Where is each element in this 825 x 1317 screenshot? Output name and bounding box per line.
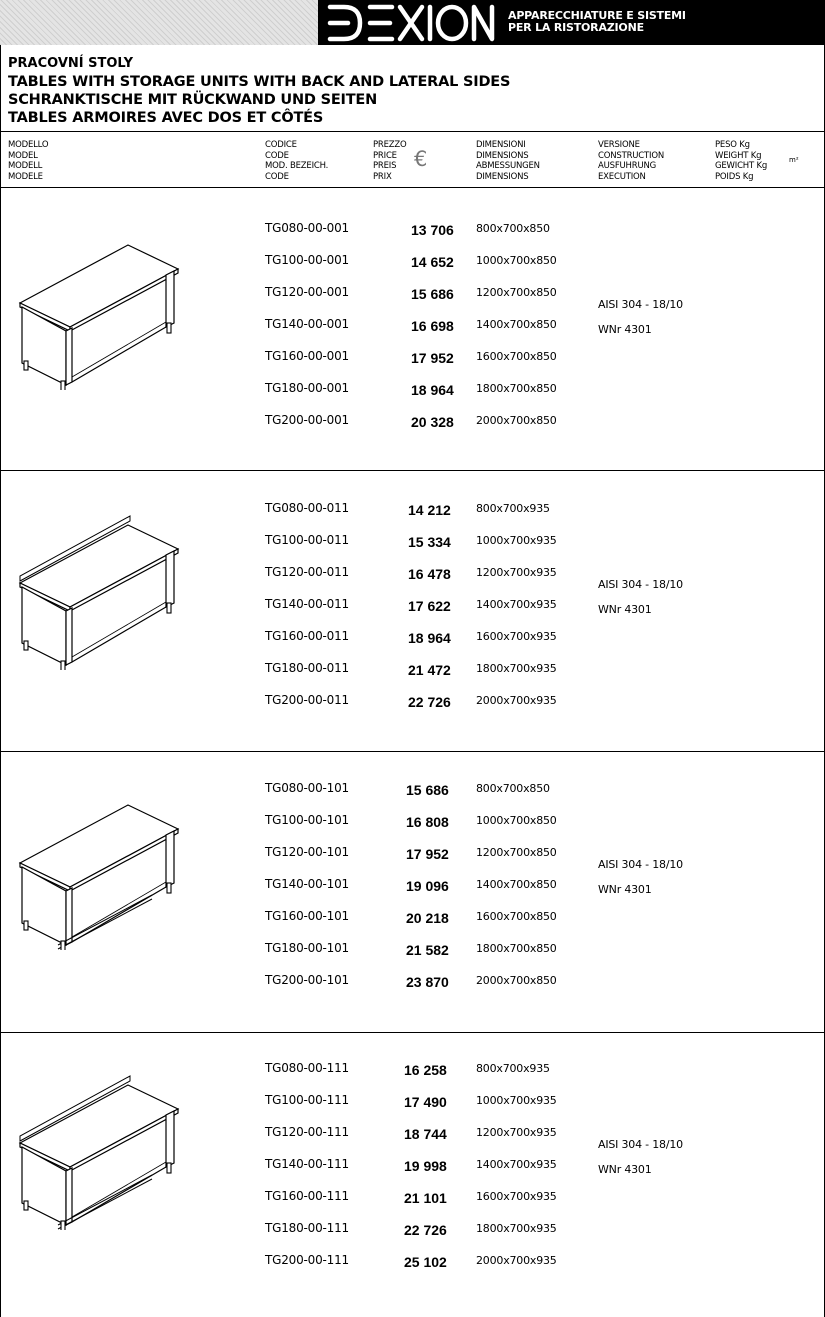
product-dimensions: 1200x700x935 bbox=[476, 566, 557, 579]
product-code: TG100-00-101 bbox=[265, 813, 349, 827]
product-dimensions: 1200x700x850 bbox=[476, 286, 557, 299]
product-dimensions: 2000x700x850 bbox=[476, 414, 557, 427]
product-code: TG200-00-001 bbox=[265, 413, 349, 427]
product-dimensions: 1200x700x935 bbox=[476, 1126, 557, 1139]
product-code: TG160-00-011 bbox=[265, 629, 349, 643]
product-price: 20 328 bbox=[411, 414, 454, 430]
product-dimensions: 1400x700x850 bbox=[476, 878, 557, 891]
product-price: 17 952 bbox=[411, 350, 454, 366]
material-grade: AISI 304 - 18/10 bbox=[598, 858, 683, 871]
product-price: 17 490 bbox=[404, 1094, 447, 1110]
title-french: TABLES ARMOIRES AVEC DOS ET CÔTÉS bbox=[8, 110, 324, 126]
product-dimensions: 1800x700x935 bbox=[476, 662, 557, 675]
product-code: TG100-00-011 bbox=[265, 533, 349, 547]
product-price: 16 478 bbox=[408, 566, 451, 582]
table-row bbox=[0, 779, 825, 799]
product-code: TG140-00-001 bbox=[265, 317, 349, 331]
table-row bbox=[0, 1251, 825, 1271]
divider-title bbox=[0, 131, 825, 132]
table-row bbox=[0, 1091, 825, 1111]
product-code: TG180-00-111 bbox=[265, 1221, 349, 1235]
column-header-dimensions: DIMENSIONI DIMENSIONS ABMESSUNGEN DIMENSIONS bbox=[476, 140, 540, 182]
table-row bbox=[0, 283, 825, 303]
product-dimensions: 1000x700x935 bbox=[476, 1094, 557, 1107]
product-code: TG120-00-001 bbox=[265, 285, 349, 299]
table-row bbox=[0, 1059, 825, 1079]
product-dimensions: 1800x700x850 bbox=[476, 942, 557, 955]
table-row bbox=[0, 971, 825, 991]
product-price: 22 726 bbox=[404, 1222, 447, 1238]
product-dimensions: 2000x700x850 bbox=[476, 974, 557, 987]
product-code: TG140-00-011 bbox=[265, 597, 349, 611]
product-code: TG120-00-111 bbox=[265, 1125, 349, 1139]
product-price: 18 964 bbox=[411, 382, 454, 398]
table-row bbox=[0, 315, 825, 335]
product-code: TG120-00-101 bbox=[265, 845, 349, 859]
product-code: TG180-00-101 bbox=[265, 941, 349, 955]
table-row bbox=[0, 379, 825, 399]
product-price: 15 334 bbox=[408, 534, 451, 550]
product-dimensions: 800x700x935 bbox=[476, 502, 550, 515]
product-price: 15 686 bbox=[411, 286, 454, 302]
product-dimensions: 1000x700x850 bbox=[476, 254, 557, 267]
divider-columns bbox=[0, 187, 825, 188]
product-price: 14 652 bbox=[411, 254, 454, 270]
product-price: 21 472 bbox=[408, 662, 451, 678]
table-row bbox=[0, 219, 825, 239]
brand-tagline bbox=[508, 10, 686, 34]
product-code: TG120-00-011 bbox=[265, 565, 349, 579]
product-code: TG080-00-001 bbox=[265, 221, 349, 235]
table-row bbox=[0, 1219, 825, 1239]
product-dimensions: 1000x700x850 bbox=[476, 814, 557, 827]
material-grade: AISI 304 - 18/10 bbox=[598, 1138, 683, 1151]
product-dimensions: 2000x700x935 bbox=[476, 1254, 557, 1267]
product-dimensions: 1800x700x935 bbox=[476, 1222, 557, 1235]
section-divider bbox=[0, 1032, 825, 1033]
product-price: 23 870 bbox=[406, 974, 449, 990]
product-code: TG200-00-101 bbox=[265, 973, 349, 987]
table-row bbox=[0, 811, 825, 831]
title-english: TABLES WITH STORAGE UNITS WITH BACK AND LATERAL SIDES bbox=[8, 74, 511, 90]
product-price: 15 686 bbox=[406, 782, 449, 798]
material-grade: AISI 304 - 18/10 bbox=[598, 578, 683, 591]
product-price: 16 808 bbox=[406, 814, 449, 830]
product-dimensions: 1800x700x850 bbox=[476, 382, 557, 395]
table-row bbox=[0, 875, 825, 895]
product-code: TG100-00-111 bbox=[265, 1093, 349, 1107]
product-dimensions: 1600x700x850 bbox=[476, 350, 557, 363]
section-divider bbox=[0, 470, 825, 471]
table-row bbox=[0, 563, 825, 583]
product-dimensions: 1200x700x850 bbox=[476, 846, 557, 859]
table-row bbox=[0, 499, 825, 519]
table-row bbox=[0, 1123, 825, 1143]
product-price: 25 102 bbox=[404, 1254, 447, 1270]
product-price: 18 964 bbox=[408, 630, 451, 646]
product-dimensions: 1600x700x935 bbox=[476, 630, 557, 643]
product-price: 16 258 bbox=[404, 1062, 447, 1078]
product-dimensions: 800x700x935 bbox=[476, 1062, 550, 1075]
product-code: TG140-00-111 bbox=[265, 1157, 349, 1171]
tagline-line-1: APPARECCHIATURE E SISTEMI bbox=[508, 9, 686, 22]
product-code: TG200-00-111 bbox=[265, 1253, 349, 1267]
product-dimensions: 800x700x850 bbox=[476, 782, 550, 795]
product-code: TG080-00-101 bbox=[265, 781, 349, 795]
material-number: WNr 4301 bbox=[598, 323, 652, 336]
product-code: TG180-00-011 bbox=[265, 661, 349, 675]
product-code: TG080-00-111 bbox=[265, 1061, 349, 1075]
table-row bbox=[0, 843, 825, 863]
column-header-m2: m² bbox=[789, 156, 799, 164]
table-row bbox=[0, 411, 825, 431]
product-price: 19 998 bbox=[404, 1158, 447, 1174]
column-header-version: VERSIONE CONSTRUCTION AUSFUHRUNG EXECUTION bbox=[598, 140, 664, 182]
column-header-weight: PESO Kg WEIGHT Kg GEWICHT Kg POIDS Kg bbox=[715, 140, 768, 182]
product-price: 21 101 bbox=[404, 1190, 447, 1206]
product-price: 19 096 bbox=[406, 878, 449, 894]
product-price: 18 744 bbox=[404, 1126, 447, 1142]
material-grade: AISI 304 - 18/10 bbox=[598, 298, 683, 311]
table-row bbox=[0, 627, 825, 647]
product-code: TG160-00-001 bbox=[265, 349, 349, 363]
product-code: TG160-00-111 bbox=[265, 1189, 349, 1203]
product-dimensions: 800x700x850 bbox=[476, 222, 550, 235]
product-price: 20 218 bbox=[406, 910, 449, 926]
product-price: 16 698 bbox=[411, 318, 454, 334]
material-number: WNr 4301 bbox=[598, 883, 652, 896]
table-row bbox=[0, 251, 825, 271]
page-titles bbox=[8, 55, 510, 127]
table-row bbox=[0, 659, 825, 679]
product-code: TG140-00-101 bbox=[265, 877, 349, 891]
section-divider bbox=[0, 751, 825, 752]
table-row bbox=[0, 907, 825, 927]
table-row bbox=[0, 1155, 825, 1175]
product-dimensions: 1400x700x850 bbox=[476, 318, 557, 331]
product-code: TG160-00-101 bbox=[265, 909, 349, 923]
product-dimensions: 1600x700x850 bbox=[476, 910, 557, 923]
product-dimensions: 1600x700x935 bbox=[476, 1190, 557, 1203]
product-price: 14 212 bbox=[408, 502, 451, 518]
table-row bbox=[0, 939, 825, 959]
title-czech: PRACOVNÍ STOLY bbox=[8, 56, 134, 71]
product-price: 13 706 bbox=[411, 222, 454, 238]
euro-icon: € bbox=[414, 147, 428, 171]
product-dimensions: 1400x700x935 bbox=[476, 598, 557, 611]
product-price: 22 726 bbox=[408, 694, 451, 710]
product-code: TG100-00-001 bbox=[265, 253, 349, 267]
dexion-logo bbox=[326, 3, 498, 43]
product-code: TG180-00-001 bbox=[265, 381, 349, 395]
product-price: 17 952 bbox=[406, 846, 449, 862]
product-code: TG200-00-011 bbox=[265, 693, 349, 707]
column-header-price: PREZZO PRICE PREIS PRIX bbox=[373, 140, 407, 182]
title-german: SCHRANKTISCHE MIT RÜCKWAND UND SEITEN bbox=[8, 92, 378, 108]
table-row bbox=[0, 347, 825, 367]
column-header-code: CODICE CODE MOD. BEZEICH. CODE bbox=[265, 140, 329, 182]
table-row bbox=[0, 531, 825, 551]
product-code: TG080-00-011 bbox=[265, 501, 349, 515]
material-number: WNr 4301 bbox=[598, 603, 652, 616]
table-row bbox=[0, 1187, 825, 1207]
product-price: 21 582 bbox=[406, 942, 449, 958]
product-dimensions: 2000x700x935 bbox=[476, 694, 557, 707]
product-dimensions: 1000x700x935 bbox=[476, 534, 557, 547]
table-row bbox=[0, 691, 825, 711]
material-number: WNr 4301 bbox=[598, 1163, 652, 1176]
product-dimensions: 1400x700x935 bbox=[476, 1158, 557, 1171]
product-price: 17 622 bbox=[408, 598, 451, 614]
tagline-line-2: PER LA RISTORAZIONE bbox=[508, 21, 644, 34]
table-row bbox=[0, 595, 825, 615]
column-header-model: MODELLO MODEL MODELL MODELE bbox=[8, 140, 49, 182]
